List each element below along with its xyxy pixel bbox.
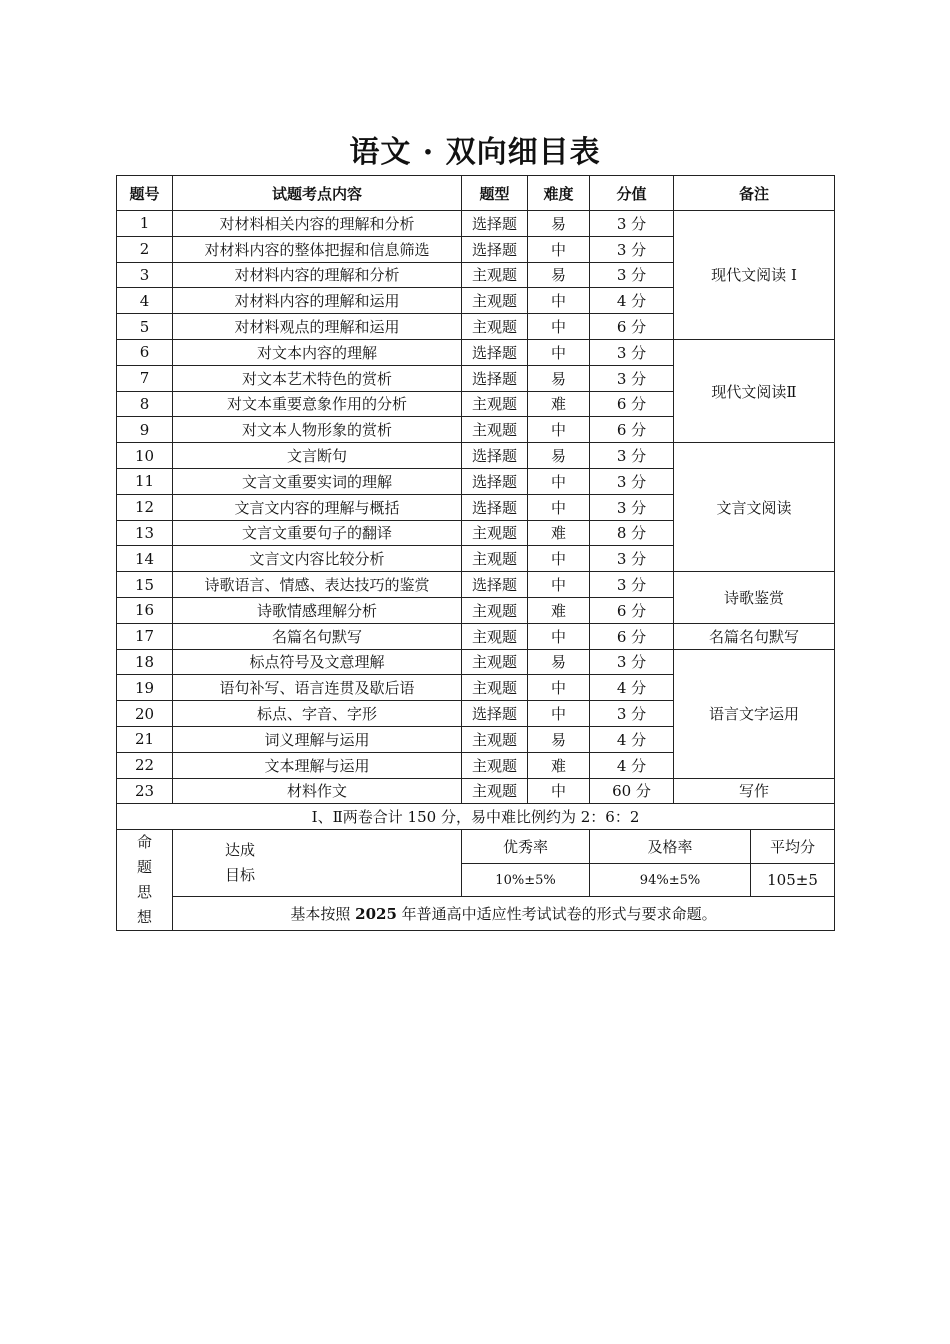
total-row [117, 804, 835, 830]
question-difficulty: 难 [528, 597, 590, 623]
design-row-basis [117, 897, 835, 931]
question-content: 文本理解与运用 [173, 752, 462, 778]
question-difficulty: 中 [528, 675, 590, 701]
section-note: 现代文阅读 I [674, 211, 835, 340]
question-content: 标点符号及文意理解 [173, 649, 462, 675]
question-score: 6 分 [590, 391, 674, 417]
question-number: 12 [117, 494, 173, 520]
question-score: 3 分 [590, 211, 674, 237]
section-note: 写作 [674, 778, 835, 804]
question-difficulty: 中 [528, 417, 590, 443]
question-content: 对文本艺术特色的赏析 [173, 365, 462, 391]
question-number: 11 [117, 468, 173, 494]
question-content: 诗歌情感理解分析 [173, 597, 462, 623]
question-content: 诗歌语言、情感、表达技巧的鉴赏 [173, 572, 462, 598]
excellent-rate-value: 10%±5% [462, 863, 590, 897]
question-score: 8 分 [590, 520, 674, 546]
question-content: 文言文内容的理解与概括 [173, 494, 462, 520]
question-difficulty: 中 [528, 339, 590, 365]
question-content: 词义理解与运用 [173, 726, 462, 752]
question-type: 主观题 [462, 417, 528, 443]
question-score: 3 分 [590, 701, 674, 727]
pass-rate-value: 94%±5% [590, 863, 751, 897]
question-content: 对材料观点的理解和运用 [173, 314, 462, 340]
question-difficulty: 中 [528, 778, 590, 804]
question-type: 选择题 [462, 236, 528, 262]
question-difficulty: 难 [528, 752, 590, 778]
header-score: 分值 [590, 176, 674, 211]
table-row [117, 778, 835, 804]
table-row [117, 572, 835, 598]
question-difficulty: 易 [528, 262, 590, 288]
question-content: 语句补写、语言连贯及歇后语 [173, 675, 462, 701]
question-type: 主观题 [462, 314, 528, 340]
section-note: 文言文阅读 [674, 443, 835, 572]
question-number: 7 [117, 365, 173, 391]
question-type: 主观题 [462, 649, 528, 675]
goal-label: 达成 目标 [173, 830, 462, 897]
question-type: 选择题 [462, 365, 528, 391]
question-number: 15 [117, 572, 173, 598]
question-difficulty: 中 [528, 468, 590, 494]
question-difficulty: 中 [528, 236, 590, 262]
question-content: 对材料相关内容的理解和分析 [173, 211, 462, 237]
table-row [117, 623, 835, 649]
table-row [117, 649, 835, 675]
question-difficulty: 易 [528, 365, 590, 391]
header-no: 题号 [117, 176, 173, 211]
question-difficulty: 难 [528, 391, 590, 417]
question-type: 选择题 [462, 494, 528, 520]
pass-rate-label: 及格率 [590, 830, 751, 864]
section-note: 语言文字运用 [674, 649, 835, 778]
question-score: 4 分 [590, 288, 674, 314]
question-number: 20 [117, 701, 173, 727]
question-score: 3 分 [590, 546, 674, 572]
question-number: 9 [117, 417, 173, 443]
section-note: 现代文阅读Ⅱ [674, 339, 835, 442]
question-type: 主观题 [462, 597, 528, 623]
question-type: 选择题 [462, 443, 528, 469]
question-type: 选择题 [462, 211, 528, 237]
question-score: 4 分 [590, 726, 674, 752]
question-content: 对材料内容的理解和分析 [173, 262, 462, 288]
question-content: 文言文重要句子的翻译 [173, 520, 462, 546]
question-number: 18 [117, 649, 173, 675]
question-number: 3 [117, 262, 173, 288]
question-type: 主观题 [462, 752, 528, 778]
question-type: 选择题 [462, 701, 528, 727]
question-number: 17 [117, 623, 173, 649]
question-difficulty: 中 [528, 701, 590, 727]
design-label: 命 题 思 想 [117, 830, 173, 931]
question-number: 22 [117, 752, 173, 778]
question-score: 3 分 [590, 468, 674, 494]
section-note: 诗歌鉴赏 [674, 572, 835, 624]
question-content: 文言断句 [173, 443, 462, 469]
question-content: 材料作文 [173, 778, 462, 804]
question-content: 对文本内容的理解 [173, 339, 462, 365]
average-score-label: 平均分 [751, 830, 835, 864]
table-row [117, 211, 835, 237]
table-row [117, 339, 835, 365]
question-difficulty: 中 [528, 494, 590, 520]
question-type: 主观题 [462, 778, 528, 804]
question-number: 4 [117, 288, 173, 314]
question-score: 3 分 [590, 262, 674, 288]
question-score: 3 分 [590, 365, 674, 391]
question-score: 3 分 [590, 236, 674, 262]
table-row [117, 443, 835, 469]
question-content: 文言文重要实词的理解 [173, 468, 462, 494]
question-score: 3 分 [590, 339, 674, 365]
question-content: 对文本重要意象作用的分析 [173, 391, 462, 417]
question-number: 1 [117, 211, 173, 237]
question-difficulty: 易 [528, 211, 590, 237]
question-difficulty: 中 [528, 623, 590, 649]
question-number: 8 [117, 391, 173, 417]
section-note: 名篇名句默写 [674, 623, 835, 649]
question-difficulty: 易 [528, 649, 590, 675]
header-note: 备注 [674, 176, 835, 211]
question-type: 主观题 [462, 391, 528, 417]
header-difficulty: 难度 [528, 176, 590, 211]
page-title: 语文 · 双向细目表 [349, 135, 601, 170]
header-content: 试题考点内容 [173, 176, 462, 211]
question-score: 60 分 [590, 778, 674, 804]
question-content: 对材料内容的整体把握和信息筛选 [173, 236, 462, 262]
question-type: 主观题 [462, 288, 528, 314]
question-number: 13 [117, 520, 173, 546]
excellent-rate-label: 优秀率 [462, 830, 590, 864]
question-number: 21 [117, 726, 173, 752]
specification-table [116, 175, 835, 931]
question-number: 6 [117, 339, 173, 365]
question-score: 3 分 [590, 494, 674, 520]
question-score: 4 分 [590, 752, 674, 778]
question-score: 3 分 [590, 649, 674, 675]
question-difficulty: 中 [528, 288, 590, 314]
question-number: 14 [117, 546, 173, 572]
design-basis: 基本按照 2025 年普通高中适应性考试试卷的形式与要求命题。 [173, 897, 835, 931]
question-number: 5 [117, 314, 173, 340]
question-difficulty: 中 [528, 546, 590, 572]
question-number: 19 [117, 675, 173, 701]
question-number: 23 [117, 778, 173, 804]
question-difficulty: 中 [528, 314, 590, 340]
question-type: 主观题 [462, 623, 528, 649]
question-difficulty: 难 [528, 520, 590, 546]
question-type: 选择题 [462, 572, 528, 598]
total-summary: Ⅰ、Ⅱ两卷合计 150 分，易中难比例约为 2：6：2 [117, 804, 835, 830]
design-row-labels [117, 830, 835, 864]
average-score-value: 105±5 [751, 863, 835, 897]
question-content: 对文本人物形象的赏析 [173, 417, 462, 443]
question-content: 对材料内容的理解和运用 [173, 288, 462, 314]
question-content: 文言文内容比较分析 [173, 546, 462, 572]
question-score: 6 分 [590, 597, 674, 623]
question-number: 16 [117, 597, 173, 623]
question-score: 3 分 [590, 572, 674, 598]
question-number: 2 [117, 236, 173, 262]
question-difficulty: 中 [528, 572, 590, 598]
question-difficulty: 易 [528, 443, 590, 469]
question-score: 6 分 [590, 314, 674, 340]
question-score: 6 分 [590, 417, 674, 443]
question-score: 3 分 [590, 443, 674, 469]
question-type: 选择题 [462, 339, 528, 365]
question-type: 主观题 [462, 546, 528, 572]
question-type: 主观题 [462, 262, 528, 288]
question-type: 主观题 [462, 726, 528, 752]
question-score: 6 分 [590, 623, 674, 649]
header-type: 题型 [462, 176, 528, 211]
question-type: 主观题 [462, 675, 528, 701]
question-score: 4 分 [590, 675, 674, 701]
question-difficulty: 易 [528, 726, 590, 752]
question-type: 选择题 [462, 468, 528, 494]
question-content: 标点、字音、字形 [173, 701, 462, 727]
header-row [117, 176, 835, 211]
question-content: 名篇名句默写 [173, 623, 462, 649]
question-type: 主观题 [462, 520, 528, 546]
question-number: 10 [117, 443, 173, 469]
